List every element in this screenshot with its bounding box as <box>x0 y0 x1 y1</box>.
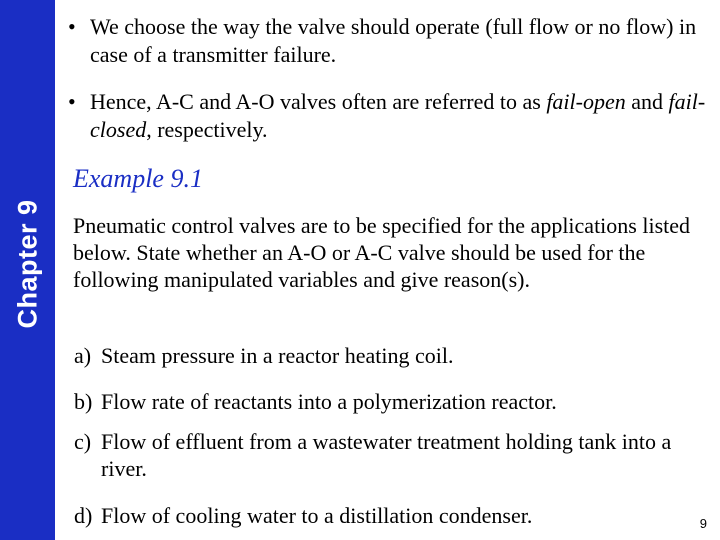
page-number: 9 <box>699 516 707 531</box>
bullet-text <box>90 88 708 144</box>
item-text: Flow rate of reactants into a polymerization reactor. <box>101 389 557 414</box>
list-item <box>74 428 714 482</box>
list-item <box>74 502 714 529</box>
example-intro: Pneumatic control valves are to be specified for the applications listed below. State whether an A-O or A-C valve should be used for the following manipulated variables and give reason(s). <box>73 213 691 292</box>
fail-open-term: fail-open <box>546 89 626 114</box>
list-item <box>74 388 714 415</box>
list-item <box>74 342 714 369</box>
bullet-text-start: Hence, A-C and A-O valves often are referred to as <box>90 89 547 114</box>
item-label: a) <box>74 343 92 368</box>
item-label: c) <box>74 429 92 454</box>
chapter-sidebar <box>0 0 55 540</box>
example-title: Example 9.1 <box>73 164 203 193</box>
item-text: Steam pressure in a reactor heating coil. <box>101 343 454 368</box>
bullet-text-end: , respectively. <box>146 117 268 142</box>
item-text: Flow of cooling water to a distillation condenser. <box>101 503 533 528</box>
item-text: Flow of effluent from a wastewater treatment holding tank into a river. <box>101 429 672 481</box>
bullet-marker: • <box>68 14 76 39</box>
item-label: d) <box>74 503 93 528</box>
fail-closed-term: fail-closed <box>90 89 706 142</box>
bullet-transmitter-failure <box>68 13 708 69</box>
item-label: b) <box>74 389 93 414</box>
bullet-fail-open-closed <box>68 88 708 144</box>
bullet-marker: • <box>68 89 76 114</box>
bullet-text-middle: and <box>625 89 669 114</box>
bullet-text: We choose the way the valve should operate (full flow or no flow) in case of a transmitter failure. <box>90 14 697 67</box>
chapter-label: Chapter 9 <box>12 199 43 329</box>
